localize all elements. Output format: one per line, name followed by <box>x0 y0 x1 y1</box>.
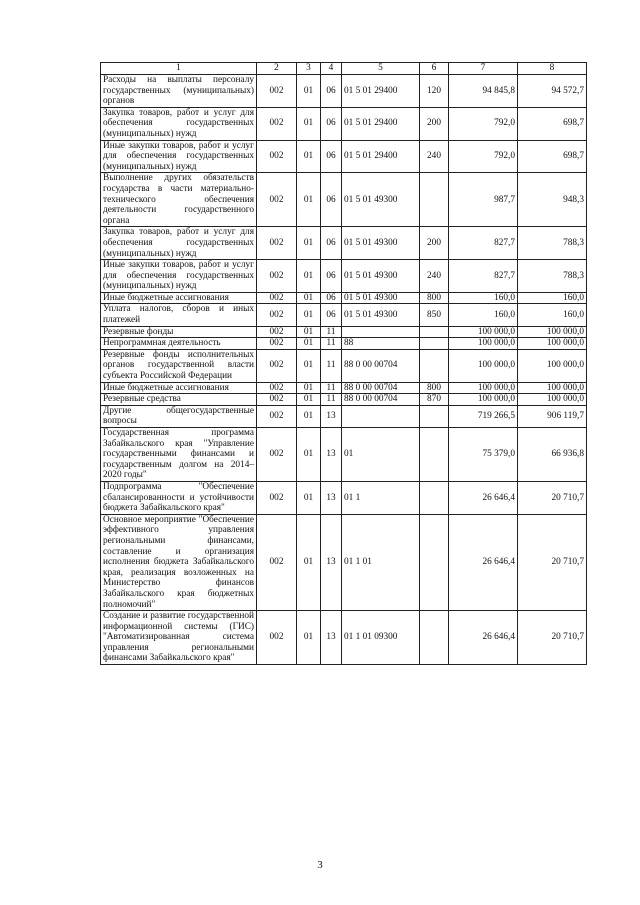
cell-section: 01 <box>297 292 321 304</box>
cell-target-article <box>342 405 420 427</box>
table-row <box>101 405 587 427</box>
budget-table <box>100 62 587 665</box>
cell-section: 01 <box>297 326 321 338</box>
cell-amount-year-2: 100 000,0 <box>518 326 587 338</box>
cell-amount-year-2: 788,3 <box>518 227 587 260</box>
cell-expense-type <box>420 326 449 338</box>
cell-expense-type <box>420 428 449 482</box>
cell-amount-year-2: 100 000,0 <box>518 382 587 394</box>
cell-amount-year-2: 906 119,7 <box>518 405 587 427</box>
table-body <box>101 75 587 665</box>
cell-amount-year-1: 827,7 <box>449 227 518 260</box>
cell-admin-code: 002 <box>257 107 297 140</box>
cell-amount-year-1: 26 646,4 <box>449 481 518 514</box>
table-row <box>101 514 587 610</box>
table-row <box>101 382 587 394</box>
table-row <box>101 326 587 338</box>
cell-amount-year-1: 100 000,0 <box>449 349 518 382</box>
cell-expense-type <box>420 349 449 382</box>
cell-admin-code: 002 <box>257 481 297 514</box>
cell-amount-year-1: 160,0 <box>449 304 518 326</box>
cell-admin-code: 002 <box>257 304 297 326</box>
cell-subsection: 06 <box>321 304 342 326</box>
cell-name: Подпрограмма "Обеспечение сбалансированности и устойчивости бюджета Забайкальского края" <box>101 481 257 514</box>
cell-subsection: 11 <box>321 349 342 382</box>
cell-admin-code: 002 <box>257 611 297 665</box>
cell-admin-code: 002 <box>257 292 297 304</box>
column-header: 8 <box>518 63 587 75</box>
cell-admin-code: 002 <box>257 173 297 227</box>
cell-target-article: 88 <box>342 338 420 350</box>
cell-amount-year-1: 987,7 <box>449 173 518 227</box>
cell-subsection: 06 <box>321 173 342 227</box>
cell-subsection: 13 <box>321 611 342 665</box>
cell-admin-code: 002 <box>257 326 297 338</box>
table-row <box>101 394 587 406</box>
cell-section: 01 <box>297 338 321 350</box>
cell-amount-year-2: 698,7 <box>518 107 587 140</box>
cell-name: Создание и развитие государственной информационной системы (ГИС) "Автоматизированная система управления региональными финансами Забайкальского края" <box>101 611 257 665</box>
cell-name: Закупка товаров, работ и услуг для обеспечения государственных (муниципальных) нужд <box>101 227 257 260</box>
cell-name: Резервные фонды исполнительных органов государственной власти субъекта Российской Федерации <box>101 349 257 382</box>
column-header: 2 <box>257 63 297 75</box>
table-row <box>101 75 587 108</box>
cell-section: 01 <box>297 260 321 293</box>
cell-name: Другие общегосударственные вопросы <box>101 405 257 427</box>
cell-subsection: 06 <box>321 227 342 260</box>
cell-amount-year-2: 20 710,7 <box>518 481 587 514</box>
cell-amount-year-1: 100 000,0 <box>449 326 518 338</box>
cell-subsection: 06 <box>321 75 342 108</box>
cell-target-article: 01 5 01 49300 <box>342 227 420 260</box>
cell-section: 01 <box>297 405 321 427</box>
cell-amount-year-1: 792,0 <box>449 140 518 173</box>
cell-name: Иные бюджетные ассигнования <box>101 382 257 394</box>
cell-amount-year-1: 100 000,0 <box>449 338 518 350</box>
cell-subsection: 11 <box>321 394 342 406</box>
cell-name: Выполнение других обязательств государства в части материально-технического обеспечения деятельности государственного органа <box>101 173 257 227</box>
cell-amount-year-1: 26 646,4 <box>449 514 518 610</box>
cell-subsection: 06 <box>321 260 342 293</box>
cell-section: 01 <box>297 107 321 140</box>
cell-amount-year-2: 94 572,7 <box>518 75 587 108</box>
cell-amount-year-1: 75 379,0 <box>449 428 518 482</box>
cell-target-article: 01 5 01 29400 <box>342 75 420 108</box>
cell-admin-code: 002 <box>257 227 297 260</box>
cell-admin-code: 002 <box>257 75 297 108</box>
column-header: 4 <box>321 63 342 75</box>
cell-section: 01 <box>297 349 321 382</box>
table-row <box>101 481 587 514</box>
cell-target-article <box>342 326 420 338</box>
cell-section: 01 <box>297 227 321 260</box>
table-row <box>101 611 587 665</box>
cell-amount-year-2: 100 000,0 <box>518 338 587 350</box>
cell-expense-type <box>420 173 449 227</box>
cell-name: Уплата налогов, сборов и иных платежей <box>101 304 257 326</box>
cell-amount-year-1: 160,0 <box>449 292 518 304</box>
table-row <box>101 338 587 350</box>
table-row <box>101 227 587 260</box>
cell-amount-year-1: 100 000,0 <box>449 394 518 406</box>
page-number: 3 <box>317 859 323 871</box>
cell-section: 01 <box>297 173 321 227</box>
table-header-row <box>101 63 587 75</box>
table-row <box>101 260 587 293</box>
cell-expense-type: 800 <box>420 382 449 394</box>
cell-admin-code: 002 <box>257 382 297 394</box>
cell-subsection: 06 <box>321 107 342 140</box>
cell-expense-type: 200 <box>420 227 449 260</box>
cell-target-article: 01 5 01 49300 <box>342 292 420 304</box>
cell-admin-code: 002 <box>257 394 297 406</box>
cell-name: Резервные фонды <box>101 326 257 338</box>
cell-admin-code: 002 <box>257 140 297 173</box>
cell-expense-type <box>420 481 449 514</box>
cell-admin-code: 002 <box>257 260 297 293</box>
cell-expense-type <box>420 405 449 427</box>
column-header: 5 <box>342 63 420 75</box>
cell-section: 01 <box>297 382 321 394</box>
column-header: 1 <box>101 63 257 75</box>
cell-target-article: 01 5 01 29400 <box>342 140 420 173</box>
table-row <box>101 428 587 482</box>
cell-section: 01 <box>297 140 321 173</box>
table-row <box>101 292 587 304</box>
cell-name: Закупка товаров, работ и услуг для обеспечения государственных (муниципальных) нужд <box>101 107 257 140</box>
cell-name: Непрограммная деятельность <box>101 338 257 350</box>
cell-subsection: 13 <box>321 481 342 514</box>
cell-section: 01 <box>297 514 321 610</box>
cell-amount-year-2: 100 000,0 <box>518 349 587 382</box>
cell-subsection: 13 <box>321 514 342 610</box>
cell-section: 01 <box>297 394 321 406</box>
cell-target-article: 88 0 00 00704 <box>342 349 420 382</box>
cell-admin-code: 002 <box>257 514 297 610</box>
table-row <box>101 173 587 227</box>
cell-name: Расходы на выплаты персоналу государственных (муниципальных) органов <box>101 75 257 108</box>
cell-amount-year-2: 20 710,7 <box>518 514 587 610</box>
cell-target-article: 01 5 01 29400 <box>342 107 420 140</box>
cell-section: 01 <box>297 304 321 326</box>
cell-target-article: 01 1 01 <box>342 514 420 610</box>
column-header: 3 <box>297 63 321 75</box>
cell-amount-year-1: 827,7 <box>449 260 518 293</box>
cell-expense-type: 240 <box>420 260 449 293</box>
cell-amount-year-2: 788,3 <box>518 260 587 293</box>
cell-subsection: 06 <box>321 140 342 173</box>
cell-subsection: 11 <box>321 382 342 394</box>
column-header: 7 <box>449 63 518 75</box>
cell-amount-year-2: 948,3 <box>518 173 587 227</box>
cell-name: Резервные средства <box>101 394 257 406</box>
cell-expense-type <box>420 611 449 665</box>
cell-subsection: 06 <box>321 292 342 304</box>
cell-name: Основное мероприятие "Обеспечение эффективного управления региональными финансами, составление и организация исполнения бюджета Забайкальского края, реализация возложенных на Министерство финансов Забайкальского края бюджетных полномочий" <box>101 514 257 610</box>
cell-amount-year-2: 66 936,8 <box>518 428 587 482</box>
cell-expense-type: 800 <box>420 292 449 304</box>
cell-expense-type: 240 <box>420 140 449 173</box>
table-row <box>101 107 587 140</box>
cell-subsection: 11 <box>321 326 342 338</box>
cell-amount-year-1: 719 266,5 <box>449 405 518 427</box>
cell-expense-type: 200 <box>420 107 449 140</box>
cell-amount-year-1: 26 646,4 <box>449 611 518 665</box>
cell-admin-code: 002 <box>257 349 297 382</box>
cell-amount-year-2: 100 000,0 <box>518 394 587 406</box>
cell-amount-year-2: 160,0 <box>518 292 587 304</box>
column-header: 6 <box>420 63 449 75</box>
cell-target-article: 88 0 00 00704 <box>342 382 420 394</box>
cell-amount-year-2: 698,7 <box>518 140 587 173</box>
cell-admin-code: 002 <box>257 428 297 482</box>
table-row <box>101 304 587 326</box>
cell-name: Иные бюджетные ассигнования <box>101 292 257 304</box>
table-row <box>101 140 587 173</box>
cell-expense-type: 870 <box>420 394 449 406</box>
cell-expense-type: 120 <box>420 75 449 108</box>
cell-expense-type <box>420 338 449 350</box>
cell-name: Государственная программа Забайкальского края "Управление государственными финансами и государственным долгом на 2014–2020 годы" <box>101 428 257 482</box>
cell-section: 01 <box>297 611 321 665</box>
cell-admin-code: 002 <box>257 338 297 350</box>
cell-target-article: 01 5 01 49300 <box>342 260 420 293</box>
cell-target-article: 88 0 00 00704 <box>342 394 420 406</box>
cell-amount-year-1: 100 000,0 <box>449 382 518 394</box>
cell-subsection: 13 <box>321 405 342 427</box>
cell-section: 01 <box>297 75 321 108</box>
cell-admin-code: 002 <box>257 405 297 427</box>
cell-target-article: 01 5 01 49300 <box>342 304 420 326</box>
table-row <box>101 349 587 382</box>
cell-amount-year-2: 20 710,7 <box>518 611 587 665</box>
cell-target-article: 01 5 01 49300 <box>342 173 420 227</box>
cell-name: Иные закупки товаров, работ и услуг для обеспечения государственных (муниципальных) нужд <box>101 260 257 293</box>
cell-target-article: 01 1 <box>342 481 420 514</box>
cell-amount-year-2: 160,0 <box>518 304 587 326</box>
cell-subsection: 11 <box>321 338 342 350</box>
cell-subsection: 13 <box>321 428 342 482</box>
cell-section: 01 <box>297 428 321 482</box>
cell-amount-year-1: 94 845,8 <box>449 75 518 108</box>
cell-expense-type: 850 <box>420 304 449 326</box>
cell-section: 01 <box>297 481 321 514</box>
cell-name: Иные закупки товаров, работ и услуг для обеспечения государственных (муниципальных) нужд <box>101 140 257 173</box>
cell-expense-type <box>420 514 449 610</box>
cell-amount-year-1: 792,0 <box>449 107 518 140</box>
cell-target-article: 01 <box>342 428 420 482</box>
cell-target-article: 01 1 01 09300 <box>342 611 420 665</box>
